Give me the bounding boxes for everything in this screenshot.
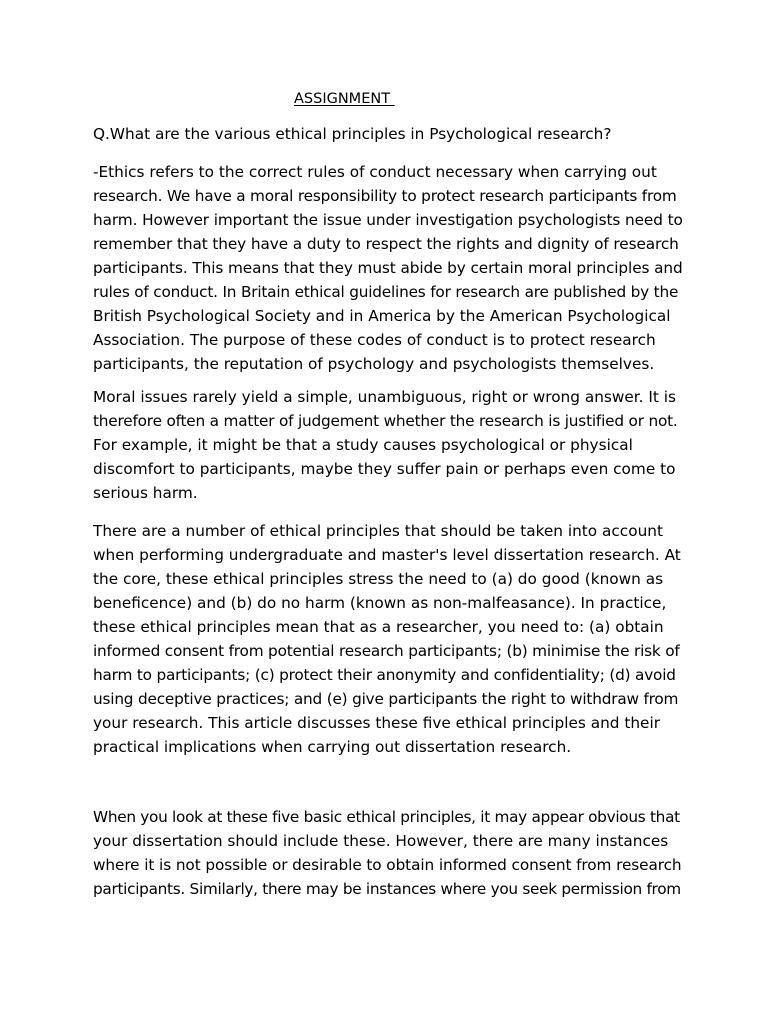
text-line: informed consent from potential research participants; (b) minimise the risk of [93, 642, 680, 660]
text-line: harm. However important the issue under investigation psychologists need to [93, 211, 683, 229]
text-line: where it is not possible or desirable to obtain informed consent from research [93, 856, 682, 874]
text-line: Moral issues rarely yield a simple, unambiguous, right or wrong answer. It is [93, 388, 676, 406]
text-line: discomfort to participants, maybe they suffer pain or perhaps even come to [93, 460, 676, 478]
paragraph-ethical-principles [93, 519, 683, 759]
text-line: your research. This article discusses these five ethical principles and their [93, 714, 660, 732]
text-line: participants, the reputation of psychology and psychologists themselves. [93, 355, 655, 373]
text-line: using deceptive practices; and (e) give participants the right to withdraw from [93, 690, 679, 708]
text-line: rules of conduct. In Britain ethical guidelines for research are published by the [93, 283, 679, 301]
text-line: When you look at these five basic ethical principles, it may appear obvious that [93, 808, 680, 826]
text-line: participants. Similarly, there may be instances where you seek permission from [93, 880, 681, 898]
document-title: ASSIGNMENT [294, 91, 395, 107]
text-line: your dissertation should include these. However, there are many instances [93, 832, 669, 850]
question-heading: Q.What are the various ethical principles in Psychological research? [93, 125, 612, 143]
text-line: serious harm. [93, 484, 198, 502]
text-line: There are a number of ethical principles that should be taken into account [93, 522, 663, 540]
paragraph-five-principles [93, 805, 683, 901]
text-line: practical implications when carrying out dissertation research. [93, 738, 572, 756]
paragraph-moral-issues [93, 385, 683, 505]
text-line: For example, it might be that a study causes psychological or physical [93, 436, 633, 454]
text-line: British Psychological Society and in America by the American Psychological [93, 307, 671, 325]
text-line: remember that they have a duty to respect the rights and dignity of research [93, 235, 679, 253]
text-line: when performing undergraduate and master's level dissertation research. At [93, 546, 681, 564]
text-line: beneficence) and (b) do no harm (known as non-malfeasance). In practice, [93, 594, 667, 612]
paragraph-ethics-definition [93, 160, 683, 376]
text-line: harm to participants; (c) protect their anonymity and confidentiality; (d) avoid [93, 666, 676, 684]
text-line: -Ethics refers to the correct rules of conduct necessary when carrying out [93, 163, 657, 181]
text-line: research. We have a moral responsibility to protect research participants from [93, 187, 677, 205]
text-line: these ethical principles mean that as a researcher, you need to: (a) obtain [93, 618, 664, 636]
text-line: therefore often a matter of judgement whether the research is justified or not. [93, 412, 678, 430]
text-line: Association. The purpose of these codes of conduct is to protect research [93, 331, 656, 349]
text-line: the core, these ethical principles stress the need to (a) do good (known as [93, 570, 664, 588]
text-line: participants. This means that they must abide by certain moral principles and [93, 259, 683, 277]
